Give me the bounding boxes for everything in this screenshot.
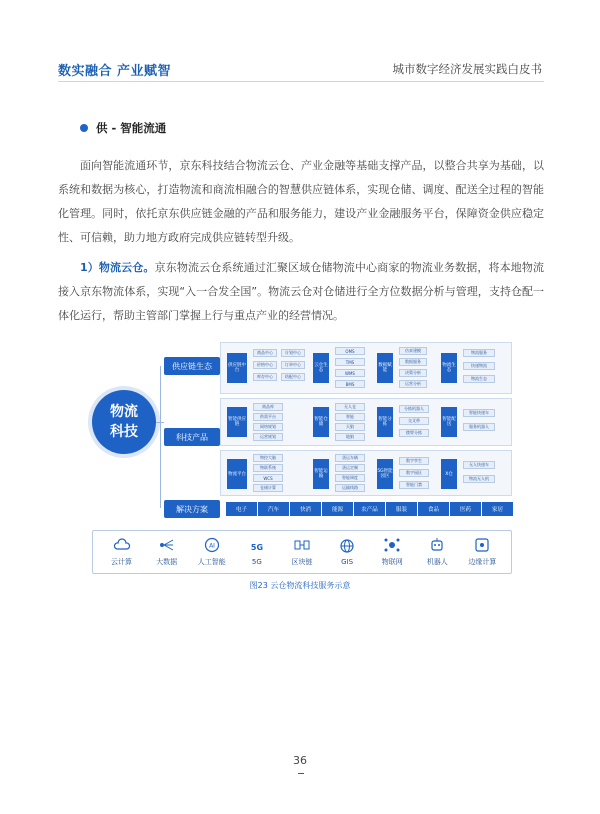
hub-circle <box>92 390 156 454</box>
connector <box>160 366 161 508</box>
tech-pane-bottom <box>220 450 512 496</box>
blockchain-icon <box>293 537 311 553</box>
page-number-underline <box>298 773 304 774</box>
row3-chip: 仓储计算 <box>253 484 283 492</box>
tech-item <box>327 538 367 566</box>
tech-item <box>372 537 412 567</box>
row2-chip: 商品库 <box>253 403 283 411</box>
solution-chip: 食品 <box>418 502 449 516</box>
paragraph-cloud-warehouse <box>58 256 544 328</box>
bigdata-icon <box>158 537 176 553</box>
row1-chip: 价格中心 <box>253 361 277 369</box>
tech-label: 物联网 <box>381 558 403 566</box>
row3-chip: 货运车辆 <box>335 454 365 462</box>
hub-line-1: 物流 <box>110 404 138 420</box>
row1-chip: 物流生态 <box>463 375 495 383</box>
figure-caption: 图23 云仓物流科技服务示意 <box>249 581 351 590</box>
technology-bar <box>92 530 512 574</box>
section-title <box>80 120 166 136</box>
row1-chip: 数据服务 <box>399 358 427 366</box>
row1-block-3: 数据赋能 <box>377 353 393 383</box>
ai-icon <box>203 537 221 553</box>
tech-item <box>462 537 502 567</box>
row2-chip: 地狼 <box>335 433 365 441</box>
row2-block-4: 智能配送 <box>441 407 457 437</box>
paragraph-intro: 面向智能流通环节，京东科技结合物流云仓、产业金融等基础支撑产品，以整合共享为基础，以系统和数据为核心，打造物流和商流相融合的智慧供应链体系，实现仓储、调度、配送全过程的智能化管理。同时，依托京东供应链金融的产品和服务能力，建设产业金融服务平台，保障资金供应稳定性、可信赖，助力地方政府完成供应链转型升级。 <box>58 159 544 244</box>
header-divider <box>58 81 544 82</box>
row2-block-2: 智能仓储 <box>313 407 329 437</box>
tech-pane-top <box>220 398 512 446</box>
row1-chip: 仿真建模 <box>399 347 427 355</box>
tech-label: GIS <box>341 558 354 566</box>
logistics-diagram <box>92 340 512 522</box>
solution-chip: 服装 <box>386 502 417 516</box>
solution-chip: 农产品 <box>354 502 385 516</box>
hub-line-2: 科技 <box>110 424 138 440</box>
solutions-row <box>226 502 512 516</box>
solution-chip: 汽车 <box>258 502 289 516</box>
row2-block-3: 智能分拣 <box>377 407 393 437</box>
row3-chip: 无人快递车 <box>463 461 495 469</box>
category-solution: 解决方案 <box>164 500 220 518</box>
row3-block-3: 5G智能园区 <box>377 459 393 489</box>
row1-chip: 快递物流 <box>463 362 495 370</box>
row1-chip: 决策分析 <box>399 369 427 377</box>
row1-chip: 计划中心 <box>281 349 305 357</box>
tech-label: 云计算 <box>111 558 133 566</box>
tech-label: 人工智能 <box>197 558 226 566</box>
row1-chip: OMS <box>335 347 365 355</box>
row2-chip: 运营规划 <box>253 433 283 441</box>
svg-text:AI: AI <box>208 542 215 550</box>
iot-icon <box>383 537 401 553</box>
row3-chip: 智能调度 <box>335 474 365 482</box>
row1-block-1: 供应链中台 <box>227 353 247 383</box>
robot-icon <box>428 537 446 553</box>
row1-chip: 结配中心 <box>281 373 305 381</box>
row1-chip: WMS <box>335 369 365 377</box>
row2-chip: 摆臂分拣 <box>399 429 429 437</box>
row1-chip: TMS <box>335 358 365 366</box>
row3-chip: 物联系统 <box>253 464 283 472</box>
row1-chip: 物流服务 <box>463 349 495 357</box>
tech-item <box>237 538 277 566</box>
category-tech: 科技产品 <box>164 428 220 446</box>
tech-item <box>282 537 322 567</box>
header-left-title: 数实融合 产业赋智 <box>58 64 172 79</box>
row2-chip: 服务机器人 <box>463 423 495 431</box>
bullet-dot-icon <box>80 124 88 132</box>
row1-chip: 库存中心 <box>253 373 277 381</box>
row3-block-2: 智能运输 <box>313 459 329 489</box>
row3-chip: 数字孪生 <box>399 457 429 465</box>
row2-chip: 交叉带 <box>399 417 429 425</box>
row2-chip: 网络规划 <box>253 423 283 431</box>
tech-label: 区块链 <box>291 558 313 566</box>
tech-item <box>147 537 187 567</box>
edge-icon <box>473 537 491 553</box>
row2-chip: 无人仓 <box>335 403 365 411</box>
header-right-title: 城市数字经济发展实践白皮书 <box>392 62 542 76</box>
tech-label: 边缘计算 <box>468 558 497 566</box>
row3-chip: 物流无人机 <box>463 475 495 483</box>
globe-icon <box>338 538 356 554</box>
tech-item <box>417 537 457 567</box>
paragraph-body: 京东物流云仓系统通过汇聚区域仓储物流中心商家的物流业务数据，将本地物流接入京东物流体系，实现“入一合发全国”。物流云仓对仓储进行全方位数据分析与管理，支持仓配一体化运行，帮助主管部门掌握上行与重点产业的经营情况。 <box>58 261 545 322</box>
solution-chip: 医药 <box>450 502 481 516</box>
row1-chip: 订单中心 <box>281 361 305 369</box>
tech-label: 大数据 <box>156 558 178 566</box>
cloud-icon <box>113 537 131 553</box>
supply-pane <box>220 342 512 394</box>
row2-block-1: 智能供应链 <box>227 407 247 437</box>
row1-block-2: 云仓生态 <box>313 353 329 383</box>
row3-chip: 运输线路 <box>335 484 365 492</box>
row2-chip: 供需平台 <box>253 413 283 421</box>
solution-chip: 能源 <box>322 502 353 516</box>
page-number: 36 <box>293 754 307 767</box>
tech-item <box>102 537 142 567</box>
solution-chip: 电子 <box>226 502 257 516</box>
row3-chip: 数字园区 <box>399 469 429 477</box>
category-supply: 供应链生态 <box>164 357 220 375</box>
row1-block-4: 物流生态 <box>441 353 457 383</box>
5g-icon <box>248 538 266 554</box>
row3-chip: 货运定制 <box>335 464 365 472</box>
row2-chip: 智能 <box>335 413 365 421</box>
row2-chip: 智能快递车 <box>463 409 495 417</box>
svg-text:5G: 5G <box>250 543 263 552</box>
solution-chip: 快消 <box>290 502 321 516</box>
row1-chip: 运营分析 <box>399 380 427 388</box>
row2-chip: 天狼 <box>335 423 365 431</box>
row3-chip: 物控大脑 <box>253 454 283 462</box>
tech-label: 5G <box>251 558 262 566</box>
row3-chip: 智能门禁 <box>399 481 429 489</box>
row2-chip: 分拣机器人 <box>399 405 429 413</box>
row3-chip: WCS <box>253 474 283 482</box>
row3-block-1: 物流平台 <box>227 459 247 489</box>
section-title-text: 供 - 智能流通 <box>96 121 167 135</box>
paragraph-lead: 1）物流云仓。 <box>80 261 155 274</box>
row3-block-4: X仓 <box>441 459 457 489</box>
tech-item <box>192 537 232 567</box>
tech-label: 机器人 <box>426 558 448 566</box>
row1-chip: 商品中心 <box>253 349 277 357</box>
solution-chip: 家居 <box>482 502 513 516</box>
row1-chip: BMS <box>335 380 365 388</box>
